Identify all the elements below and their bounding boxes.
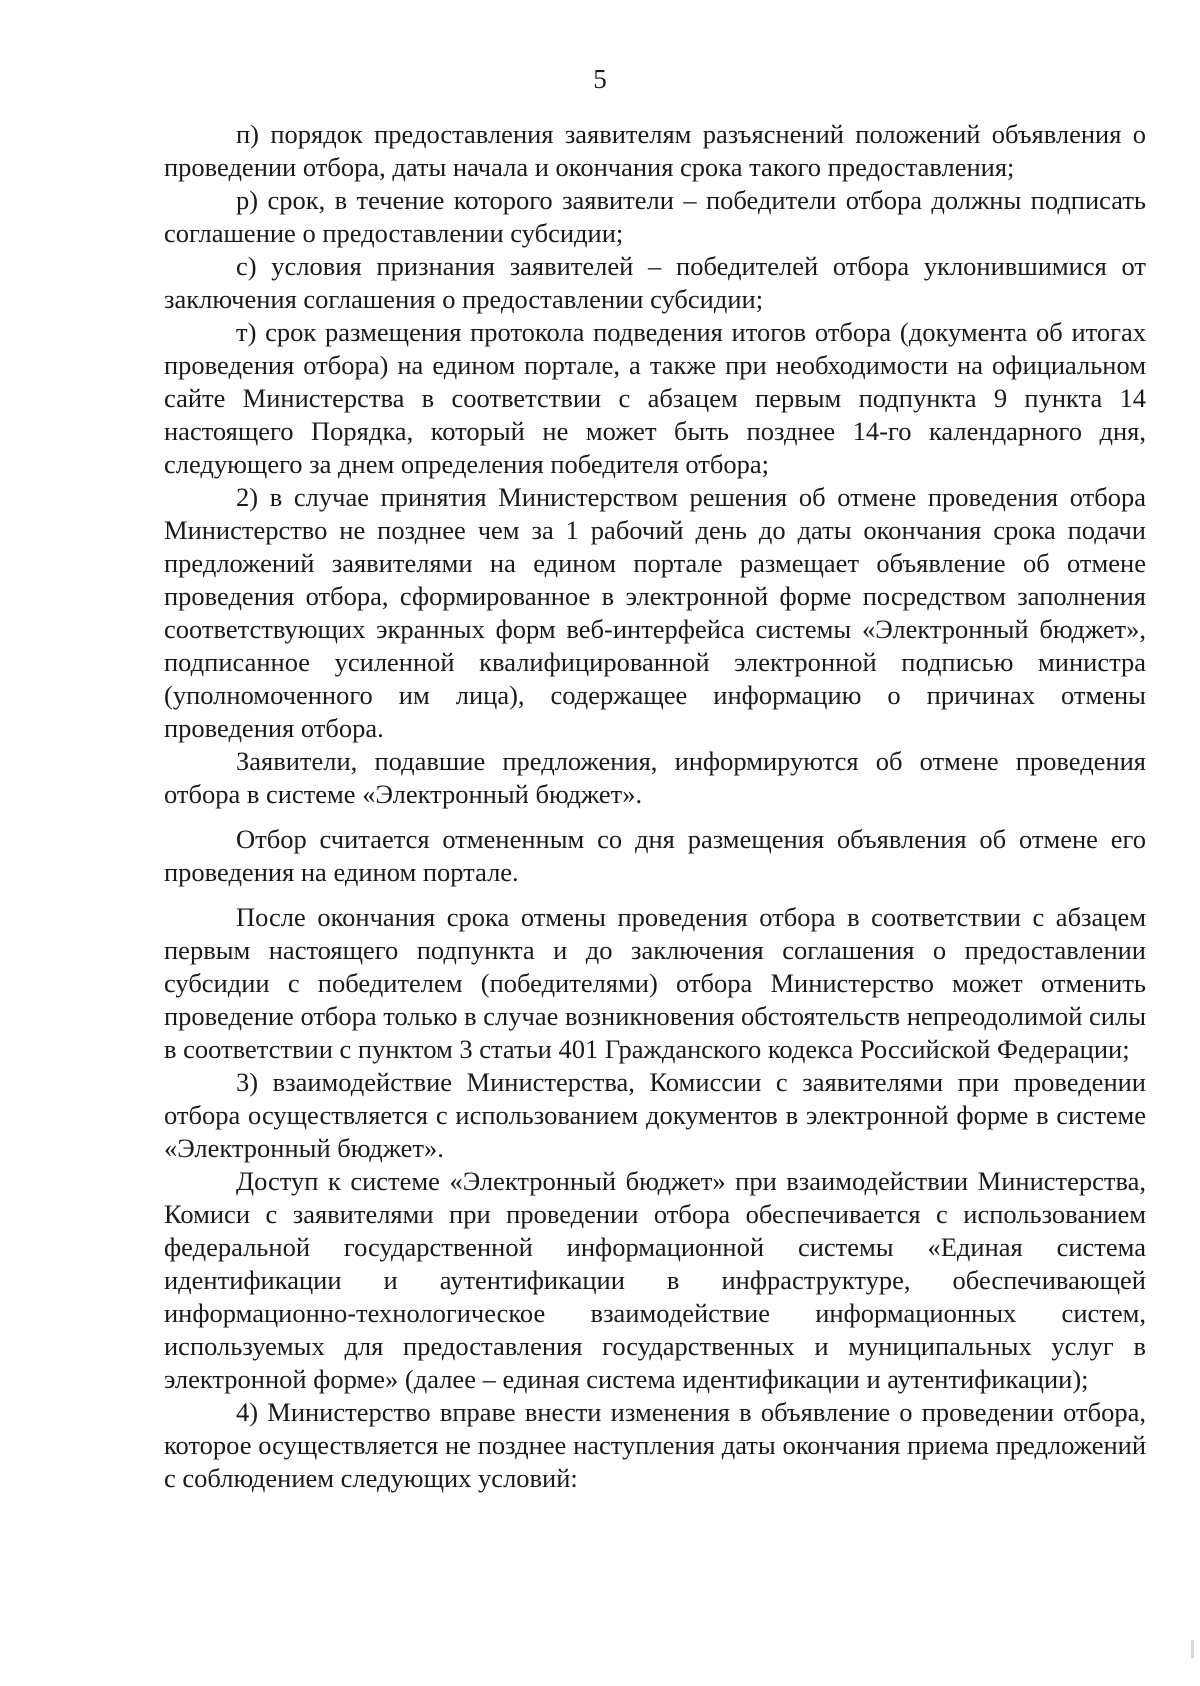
paragraph-s: с) условия признания заявителей – победителей отбора уклонившимися от заключения соглашения о предоставлении субсидии; bbox=[164, 251, 1146, 314]
paragraph-item-3: 3) взаимодействие Министерства, Комиссии с заявителями при проведении отбора осуществляется с использованием документов в электронной форме в системе «Электронный бюджет». bbox=[164, 1067, 1146, 1163]
paragraph-applicants-informed: Заявители, подавшие предложения, информируются об отмене проведения отбора в системе «Электронный бюджет». bbox=[164, 746, 1146, 809]
paragraph-item-2: 2) в случае принятия Министерством решения об отмене проведения отбора Министерство не позднее чем за 1 рабочий день до даты окончания срока подачи предложений заявителями на едином портале размещает объявление об отмене проведения отбора, сформированное в электронной форме посредством заполнения соответствующих экранных форм веб-интерфейса системы «Электронный бюджет», подписанное усиленной квалифицированной электронной подписью министра (уполномоченного им лица), содержащее информацию о причинах отмены проведения отбора. bbox=[164, 482, 1146, 743]
paragraph-access-system: Доступ к системе «Электронный бюджет» при взаимодействии Министерства, Комиси с заявителями при проведении отбора обеспечивается с использованием федеральной государственной информационной системы «Единая система идентификации и аутентификации в инфраструктуре, обеспечивающей информационно-технологическое взаимодействие информационных систем, используемых для предоставления государственных и муниципальных услуг в электронной форме» (далее – единая система идентификации и аутентификации); bbox=[164, 1166, 1146, 1394]
paragraph-p: п) порядок предоставления заявителям разъяснений положений объявления о проведении отбора, даты начала и окончания срока такого предоставления; bbox=[164, 119, 1146, 182]
page-number: 5 bbox=[593, 64, 607, 94]
document-body bbox=[164, 118, 1146, 1495]
paragraph-item-4: 4) Министерство вправе внести изменения в объявление о проведении отбора, которое осуществляется не позднее наступления даты окончания приема предложений с соблюдением следующих условий: bbox=[164, 1397, 1146, 1493]
paragraph-t: т) срок размещения протокола подведения итогов отбора (документа об итогах проведения отбора) на едином портале, а также при необходимости на официальном сайте Министерства в соответствии с абзацем первым подпункта 9 пункта 14 настоящего Порядка, который не может быть позднее 14-го календарного дня, следующего за днем определения победителя отбора; bbox=[164, 317, 1146, 479]
scan-edge-mark bbox=[1191, 1640, 1194, 1658]
paragraph-after-cancellation: После окончания срока отмены проведения отбора в соответствии с абзацем первым настоящего подпункта и до заключения соглашения о предоставлении субсидии с победителем (победителями) отбора Министерство может отменить проведение отбора только в случае возникновения обстоятельств непреодолимой силы в соответствии с пунктом 3 статьи 401 Гражданского кодекса Российской Федерации; bbox=[164, 902, 1147, 1064]
paragraph-selection-cancelled: Отбор считается отмененным со дня размещения объявления об отмене его проведения на едином портале. bbox=[164, 824, 1146, 887]
paragraph-r: р) срок, в течение которого заявители – победители отбора должны подписать соглашение о предоставлении субсидии; bbox=[164, 185, 1146, 248]
